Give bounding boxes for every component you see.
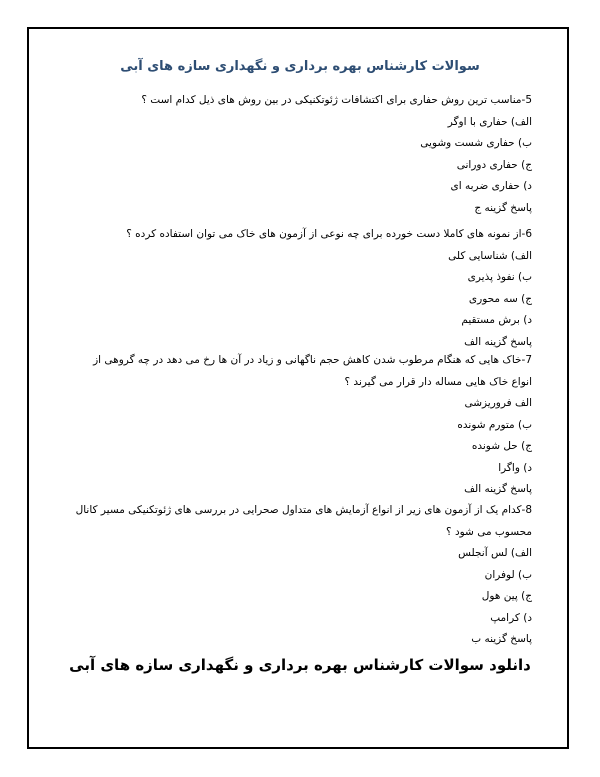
- question-text: 7-خاک هایی که هنگام مرطوب شدن کاهش حجم ناگهانی و زیاد در آن ها رخ می دهد در چه گروهی از انواع خاک هایی مساله دار قرار می گیرند ؟: [93, 354, 532, 388]
- question-text: 5-مناسب ترین روش حفاری برای اکتشافات ژئوتکنیکی در بین روش های ذیل کدام است ؟: [141, 94, 532, 106]
- option-a: الف) حفاری با اوگر: [447, 115, 532, 128]
- option-c: ج) حل شونده: [471, 440, 532, 452]
- option-b: ب) حفاری شست وشویی: [420, 137, 532, 149]
- option-c: ج) حفاری دورانی: [456, 158, 532, 171]
- question-6: [70, 224, 532, 353]
- option-b: ب) لوفران: [484, 568, 532, 581]
- option-c: ج) سه محوری: [468, 292, 532, 305]
- option-d: د) برش مستقیم: [461, 314, 532, 326]
- question-text: 6-از نمونه های کاملا دست خورده برای چه نوعی از آزمون های خاک می توان استفاده کرده ؟: [126, 228, 532, 240]
- question-7: [70, 350, 532, 501]
- option-a: الف) لس آنجلس: [458, 547, 532, 559]
- option-b: ب) نفوذ پذیری: [467, 271, 532, 283]
- option-c: ج) پین هول: [481, 590, 532, 602]
- answer-text: پاسخ گزینه الف: [464, 483, 532, 495]
- question-5: [70, 90, 532, 219]
- document-title: سوالات کارشناس بهره برداری و نگهداری سازه های آبی: [120, 59, 480, 74]
- question-8: [70, 500, 532, 651]
- option-d: د) حفاری ضربه ای: [450, 180, 532, 192]
- answer-text: پاسخ گزینه الف: [464, 335, 532, 348]
- option-b: ب) متورم شونده: [457, 418, 532, 431]
- option-d: د) کرامپ: [490, 611, 532, 624]
- option-d: د) واگرا: [498, 461, 532, 474]
- option-a: الف فروریزشی: [464, 397, 532, 409]
- answer-text: پاسخ گزینه ب: [471, 633, 532, 645]
- download-link[interactable]: دانلود سوالات کارشناس بهره برداری و نگهداری سازه های آبی: [69, 656, 531, 674]
- option-a: الف) شناسایی کلی: [448, 249, 532, 262]
- question-text: 8-کدام یک از آزمون های زیر از انواع آزمایش های متداول صحرایی در بررسی های ژئوتکنیکی مسیر کانال محسوب می شود ؟: [75, 504, 532, 538]
- answer-text: پاسخ گزینه ج: [474, 201, 532, 214]
